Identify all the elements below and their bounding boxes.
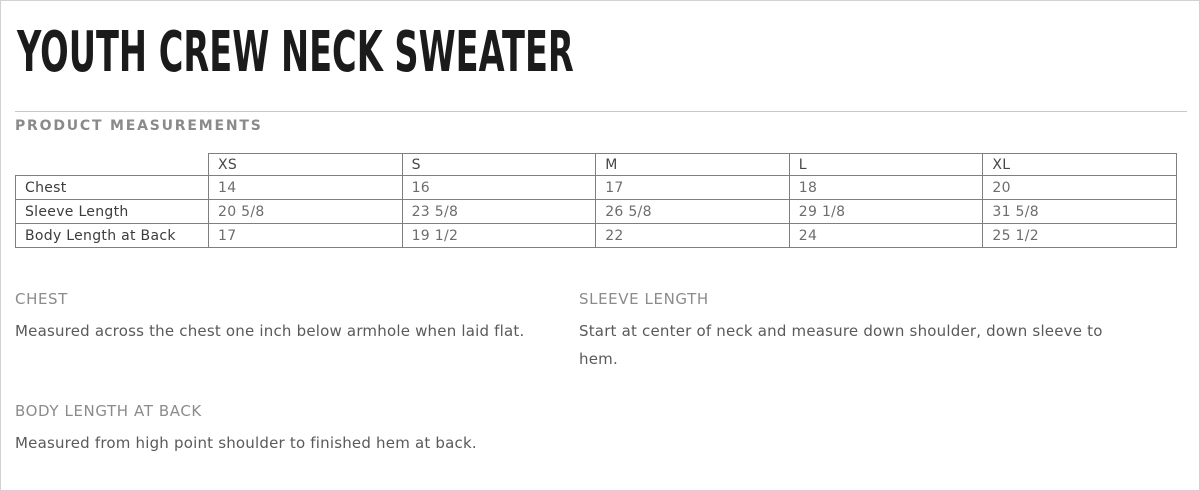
definition-description: Start at center of neck and measure down shoulder, down sleeve to hem. [579,322,1103,368]
section-divider [15,111,1187,112]
size-header-xs: XS [209,154,403,176]
table-cell: 26 5/8 [596,200,790,224]
definition-term: CHEST [15,290,68,308]
table-row [16,176,1177,200]
table-row [16,224,1177,248]
table-cell: 18 [789,176,983,200]
table-cell: 29 1/8 [789,200,983,224]
definition-description: Measured from high point shoulder to finished hem at back. [15,434,477,452]
table-cell: 16 [402,176,596,200]
table-cell: 31 5/8 [983,200,1177,224]
table-cell: 23 5/8 [402,200,596,224]
size-header-m: M [596,154,790,176]
definition-term: BODY LENGTH AT BACK [15,402,202,420]
table-cell: 14 [209,176,403,200]
table-cell: 17 [209,224,403,248]
row-label-chest: Chest [16,176,209,200]
table-row [16,200,1177,224]
table-cell: 25 1/2 [983,224,1177,248]
blank-header-cell [16,154,209,176]
size-header-s: S [402,154,596,176]
definition-term: SLEEVE LENGTH [579,290,709,308]
measurements-table [15,153,1177,248]
table-cell: 24 [789,224,983,248]
size-header-xl: XL [983,154,1177,176]
definition-chest [15,290,567,345]
definition-sleeve-length [579,290,1127,373]
definition-description: Measured across the chest one inch below armhole when laid flat. [15,322,525,340]
table-cell: 19 1/2 [402,224,596,248]
table-cell: 17 [596,176,790,200]
table-header-row [16,154,1177,176]
definition-body-length-at-back [15,402,635,457]
page-title: YOUTH CREW NECK SWEATER [17,20,574,85]
table-cell: 20 5/8 [209,200,403,224]
section-heading: PRODUCT MEASUREMENTS [15,118,263,134]
size-header-l: L [789,154,983,176]
row-label-sleeve-length: Sleeve Length [16,200,209,224]
row-label-body-length-at-back: Body Length at Back [16,224,209,248]
table-cell: 20 [983,176,1177,200]
table-cell: 22 [596,224,790,248]
